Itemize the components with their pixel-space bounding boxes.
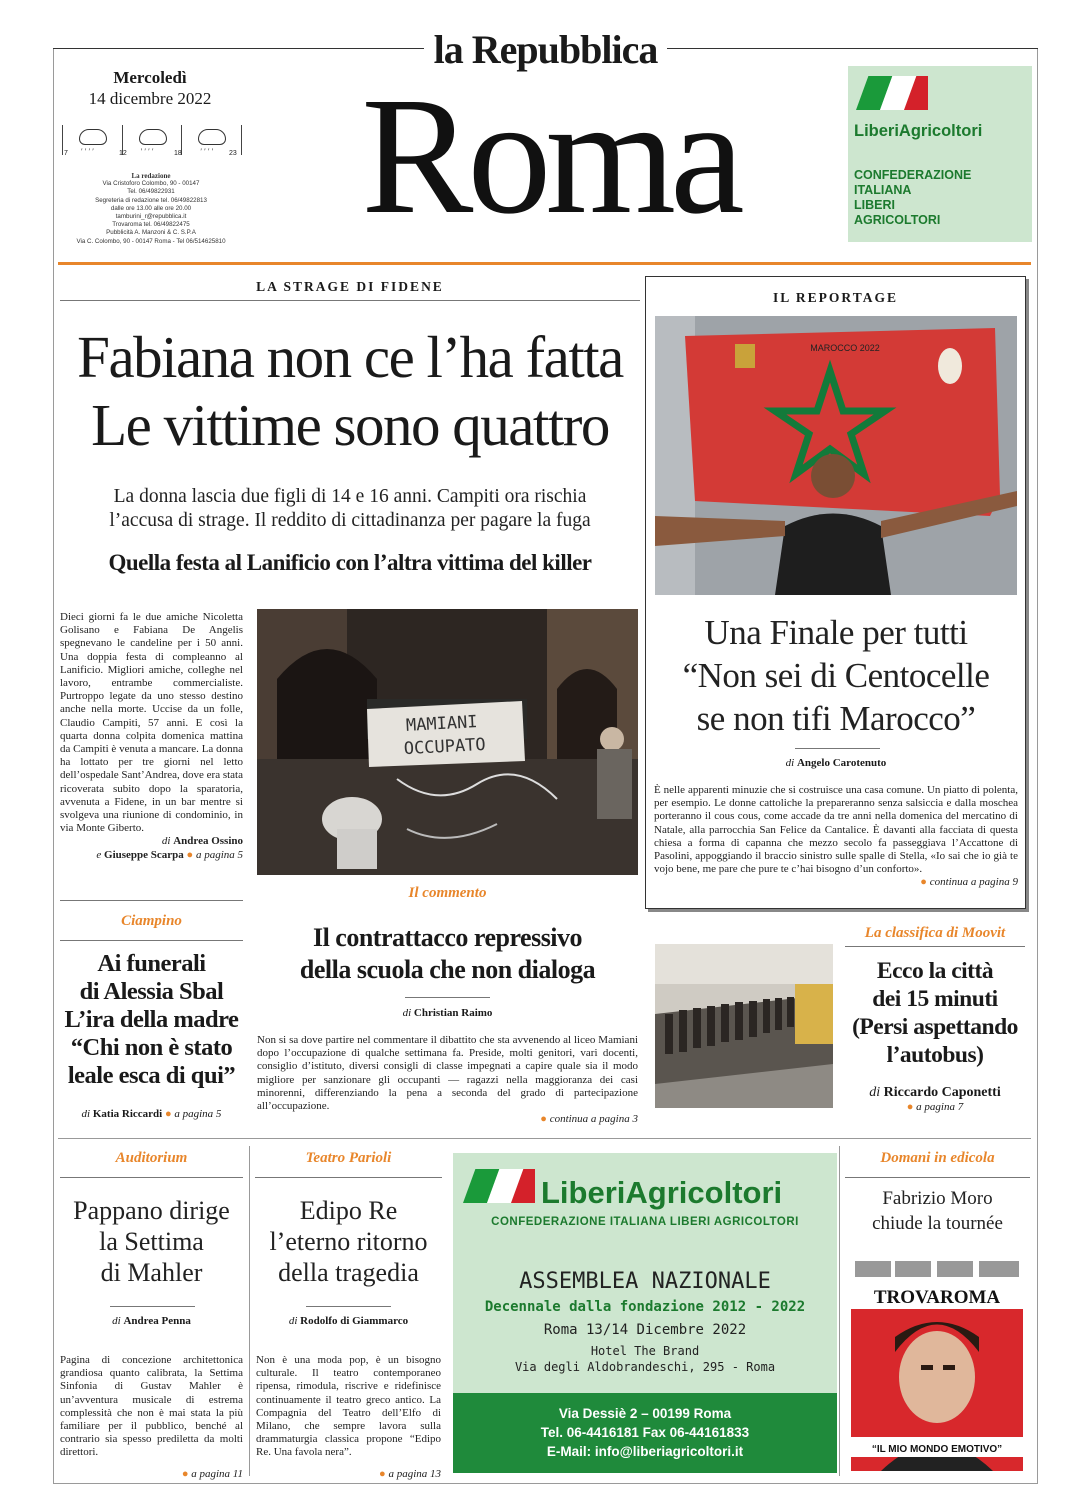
headline-line: Il contrattacco repressivo	[312, 923, 583, 952]
auditorium-article	[60, 1354, 243, 1481]
redazione-title: La redazione	[131, 172, 171, 180]
page-ref-line: ● a pagina 13	[379, 1467, 441, 1480]
headline-line: se non tifi Marocco”	[696, 699, 976, 738]
byline-rule	[405, 997, 490, 998]
column-divider	[249, 1146, 250, 1476]
headline-line: l’eterno ritorno	[269, 1227, 428, 1256]
by-prefix: di	[402, 1007, 412, 1019]
lead-subhead[interactable]: Quella festa al Lanificio con l’altra vittima del killer	[108, 550, 592, 575]
deck-line: La donna lascia due figli di 14 e 16 anni. Campiti ora rischia	[113, 486, 587, 507]
byline	[255, 1315, 442, 1327]
ad-contact	[453, 1393, 837, 1473]
byline-rule	[110, 1306, 195, 1307]
page-ref[interactable]: a pagina 5	[195, 848, 243, 861]
trovaroma-cover[interactable]	[851, 1257, 1023, 1471]
headline-line: “Chi non è stato	[70, 1034, 233, 1061]
headline-line: Pappano dirige	[73, 1196, 230, 1225]
page-ref[interactable]: a pagina 13	[388, 1467, 441, 1480]
headline-line: Fabiana non ce l’ha fatta	[77, 324, 623, 390]
page-ref[interactable]: continua a pagina 3	[549, 1113, 638, 1126]
italian-flag-icon	[463, 1169, 535, 1203]
article-text: Non si sa dove partire nel commentare il dibattito che sta avvenendo al liceo Mamiani dopo l’occupazione di qualche settimana fa. Preside, molti genitori, vari docenti, consiglio d’istituto, diversi consigli di classe impegnati a capire quale sia il modo migliore per sanzionare gli occupanti — ragazzi nella maggioranza dei casi minorenni, differenziando la pena a seconda del grado di partecipazione all’occupazione.	[257, 1034, 638, 1113]
headline-line: di Mahler	[100, 1258, 203, 1287]
ad-dates: Roma 13/14 Dicembre 2022	[543, 1322, 747, 1338]
byline-rule	[795, 748, 880, 749]
page-ref[interactable]: a pagina 7	[916, 1101, 964, 1113]
by-prefix: di	[112, 1315, 121, 1327]
edition-city: Roma	[361, 63, 739, 249]
section-rule	[845, 946, 1025, 947]
author: Riccardo Caponetti	[883, 1085, 1001, 1100]
headline-line: l’autobus)	[886, 1042, 984, 1068]
author: Rodolfo di Giammarco	[300, 1315, 409, 1327]
headline-line: Edipo Re	[299, 1196, 398, 1225]
redazione-line: Segreteria di redazione tel. 06/49822813	[95, 196, 207, 204]
headline-line: della tragedia	[278, 1258, 419, 1287]
flag-text: MAROCCO 2022	[810, 343, 880, 353]
commento-article	[257, 1034, 638, 1126]
ciampino-kicker: Ciampino	[121, 913, 182, 929]
rain-cloud-icon: ʹʹʹʹ	[181, 125, 242, 155]
byline: di Katia Riccardi ● a pagina 5	[81, 1108, 222, 1120]
lead-deck	[60, 485, 640, 533]
headline-line: (Persi aspettando	[852, 1014, 1018, 1040]
section-rule	[255, 1177, 442, 1178]
by-prefix: di	[869, 1085, 881, 1100]
italian-flag-icon	[856, 76, 928, 110]
article-text: È nelle apparenti minuzie che si costruisce una casa comune. Un piatto di polenta, per esempio. Le donne cattoliche la prepareranno senza salsiccia e dalla moschea porteranno il cous cous, come accade da tre anni nella domenica del mercatino di Natale, alla parrocchia San Felice da Cantalice. È davanti alla facciata di questa chiesa a forma di capanna che mezzo secolo fa passeggiava l’Accattone di Pasolini, appoggiando il braccio sinistro sulle spalle di Stella, «Io sai che io già te vojo bene, me pare che pure te c’hai bisogno d’un conforto».	[654, 784, 1018, 876]
banner-text-line: MAMIANI	[405, 712, 479, 736]
commento-kicker: Il commento	[408, 885, 487, 901]
ad-contact-line: Via Dessiè 2 – 00199 Roma	[558, 1406, 732, 1421]
redazione-line: Trovaroma tel. 06/49822475	[112, 221, 190, 229]
page-ref-line: ● continua a pagina 9	[920, 876, 1018, 889]
ad-address: Via degli Aldobrandeschi, 295 - Roma	[514, 1360, 776, 1374]
page-ref-line: ● continua a pagina 3	[540, 1113, 638, 1126]
byline-rule	[306, 1306, 391, 1307]
headline-line: chiude la tournée	[872, 1213, 1003, 1234]
headline-line: di Alessia Sbal	[79, 978, 224, 1005]
author: Giuseppe Scarpa	[104, 848, 184, 861]
teatro-kicker: Teatro Parioli	[305, 1150, 392, 1166]
redazione-line: Pubblicità A. Manzoni & C. S.P.A	[106, 229, 196, 237]
ad-subtitle-line: LIBERI	[854, 198, 895, 212]
section-rule	[845, 1177, 1030, 1178]
headline-line: Ecco la città	[876, 958, 994, 984]
moovit-headline[interactable]	[840, 957, 1030, 1069]
photo-bus-queue	[655, 944, 833, 1108]
author: Katia Riccardi	[92, 1108, 163, 1120]
temp-label: 12	[119, 150, 127, 157]
reportage-headline[interactable]	[650, 611, 1022, 740]
commento-headline[interactable]	[257, 922, 638, 986]
auditorium-kicker: Auditorium	[115, 1150, 188, 1166]
article-text: Dieci giorni fa le due amiche Nicoletta Golisano e Fabiana De Angelis spegnevano le candeline per i 50 anni. Una doppia festa di compleanno al Lanificio. Migliori amiche, colleghe nel lavoro, entrambe commercialiste. Purtroppo legate da uno stesso destino anche nella morte. Uccise da un folle, Claudio Campiti, 57 anni. E così la quarta donna colpita domenica mattina da Campiti è venuta a mancare. La donna ha lottato per tre giorni nel letto dell’ospedale Sant’Andrea, dove era stata ricoverata subito dopo la sparatoria, avvenuta a Fidene, in un bar mentre si svolgeva una riunione di condominio, in via Monte Giberto.	[60, 611, 243, 835]
section-rule	[60, 1177, 243, 1178]
headline-line: della scuola che non dialoga	[299, 955, 596, 984]
redazione-line: Via Cristoforo Colombo, 90 - 00147	[102, 180, 200, 188]
temp-label: 7	[64, 150, 68, 157]
headline-line: leale esca di qui”	[67, 1062, 236, 1089]
cover-title: TROVAROMA	[873, 1287, 1001, 1308]
teatro-article	[256, 1354, 441, 1481]
weekday: Mercoledì	[113, 68, 187, 87]
by-prefix: di	[288, 1315, 298, 1327]
reportage-kicker: IL REPORTAGE	[773, 290, 898, 305]
photo-mamiani-occupato	[257, 609, 638, 875]
by-prefix: di	[161, 835, 171, 848]
page-ref[interactable]: a pagina 5	[174, 1108, 222, 1120]
byline	[60, 835, 243, 848]
ad-liberiagricoltori-assemblea[interactable]	[453, 1153, 837, 1473]
masthead-title: la Repubblica	[424, 27, 668, 72]
ad-assembly: ASSEMBLEA NAZIONALE	[519, 1269, 771, 1294]
redazione-line: dalle ore 13.00 alle ore 20.00	[110, 204, 192, 212]
page-ref-line: ● a pagina 11	[181, 1467, 243, 1480]
author: Andrea Penna	[123, 1315, 191, 1327]
temp-label: 23	[229, 150, 237, 157]
ad-contact-line: Tel. 06-4416181 Fax 06-44161833	[540, 1425, 750, 1440]
ad-brand: LiberiAgricoltori	[854, 122, 983, 140]
section-rule	[60, 940, 243, 941]
headline-line: Le vittime sono quattro	[91, 392, 609, 458]
ad-subtitle-line: ITALIANA	[854, 183, 912, 197]
header-divider	[58, 262, 1031, 265]
ad-contact-email[interactable]: E-Mail: info@liberiagricoltori.it	[546, 1444, 744, 1459]
author: Angelo Carotenuto	[796, 757, 887, 769]
reportage-article	[654, 784, 1018, 890]
ad-venue	[453, 1343, 837, 1375]
bottom-section-rule	[58, 1138, 1031, 1139]
domani-headline[interactable]	[845, 1186, 1030, 1236]
kicker-rule	[60, 300, 640, 301]
rain-cloud-icon: ʹʹʹʹ	[62, 125, 122, 155]
byline: di Riccardo Caponetti ● a pagina 7	[869, 1085, 1001, 1113]
lead-article	[60, 611, 243, 862]
headline-line: dei 15 minuti	[872, 986, 998, 1012]
article-text: Non è una moda pop, è un bisogno culturale. Il teatro contemporaneo ripensa, rimodula, riscrive e ridefinisce continuamente il teatro greco antico. La Compagnia del Teatro dell’Elfo di Milano, che sempre lavora sulla drammaturgia classica propone “Edipo Re. Una favola nera”.	[256, 1354, 441, 1459]
author: Christian Raimo	[413, 1007, 493, 1019]
headline-line: “Non sei di Centocelle	[682, 656, 990, 695]
byline	[650, 757, 1022, 769]
author: Andrea Ossino	[173, 835, 243, 848]
ad-liberiagricoltori-top[interactable]	[848, 66, 1032, 242]
banner-text-line: OCCUPATO	[403, 734, 487, 760]
lead-headline[interactable]	[60, 323, 640, 459]
ad-subtitle-line: CONFEDERAZIONE	[854, 168, 972, 182]
auditorium-headline[interactable]	[60, 1195, 243, 1288]
by-prefix: di	[81, 1108, 91, 1120]
headline-line: Fabrizio Moro	[882, 1188, 993, 1209]
rain-cloud-icon: ʹʹʹʹ	[122, 125, 182, 155]
date-full: 14 dicembre 2022	[88, 89, 212, 108]
redazione-line: Via C. Colombo, 90 - 00147 Roma - Tel 06/514625810	[76, 237, 226, 245]
headline-line: Ai funerali	[97, 950, 206, 977]
ad-subtitle: CONFEDERAZIONE ITALIANA LIBERI AGRICOLTORI	[491, 1216, 799, 1228]
ciampino-headline[interactable]	[60, 950, 243, 1090]
teatro-headline[interactable]	[255, 1195, 442, 1288]
ad-brand: LiberiAgricoltori	[541, 1175, 783, 1210]
byline	[257, 1007, 638, 1019]
section-rule	[60, 900, 243, 901]
article-text: Pagina di concezione architettonica grandiosa quanto calibrata, la Settima Sinfonia di Gustav Mahler è un’avventura musicale di estrema complessità che non è mai stata la più familiare per il pubblico, benché al contrario sia spesso prediletta da molti direttori.	[60, 1354, 243, 1459]
redazione-line: Tel. 06/49822931	[127, 188, 175, 196]
byline	[60, 1315, 243, 1327]
photo-morocco-flag	[655, 316, 1017, 595]
lead-kicker: LA STRAGE DI FIDENE	[256, 279, 444, 294]
ad-venue-name: Hotel The Brand	[590, 1344, 700, 1358]
domani-kicker: Domani in edicola	[880, 1150, 995, 1166]
temp-label: 18	[174, 150, 182, 157]
date-box	[60, 67, 240, 109]
redazione-line: tamburini_r@repubblica.it	[115, 213, 187, 221]
ad-subtitle-line: AGRICOLTORI	[854, 213, 941, 227]
headline-line: la Settima	[99, 1227, 204, 1256]
weather-strip	[62, 125, 242, 161]
moovit-kicker: La classifica di Moovit	[864, 925, 1006, 941]
page-ref[interactable]: continua a pagina 9	[929, 876, 1018, 889]
redazione-info	[58, 172, 244, 246]
by-prefix: di	[785, 757, 795, 769]
deck-line: l’accusa di strage. Il reddito di cittadinanza per pagare la fuga	[109, 510, 591, 531]
page-ref[interactable]: a pagina 11	[191, 1467, 243, 1480]
by-and: e	[96, 848, 102, 861]
cover-quote: “IL MIO MONDO EMOTIVO”	[871, 1444, 1003, 1455]
headline-line: Una Finale per tutti	[704, 613, 968, 652]
column-divider	[839, 1146, 840, 1476]
ad-decennale: Decennale dalla fondazione 2012 - 2022	[484, 1299, 806, 1315]
headline-line: L’ira della madre	[64, 1006, 239, 1033]
ad-subtitle	[854, 168, 971, 228]
byline: e Giuseppe Scarpa ● a pagina 5	[96, 848, 243, 861]
